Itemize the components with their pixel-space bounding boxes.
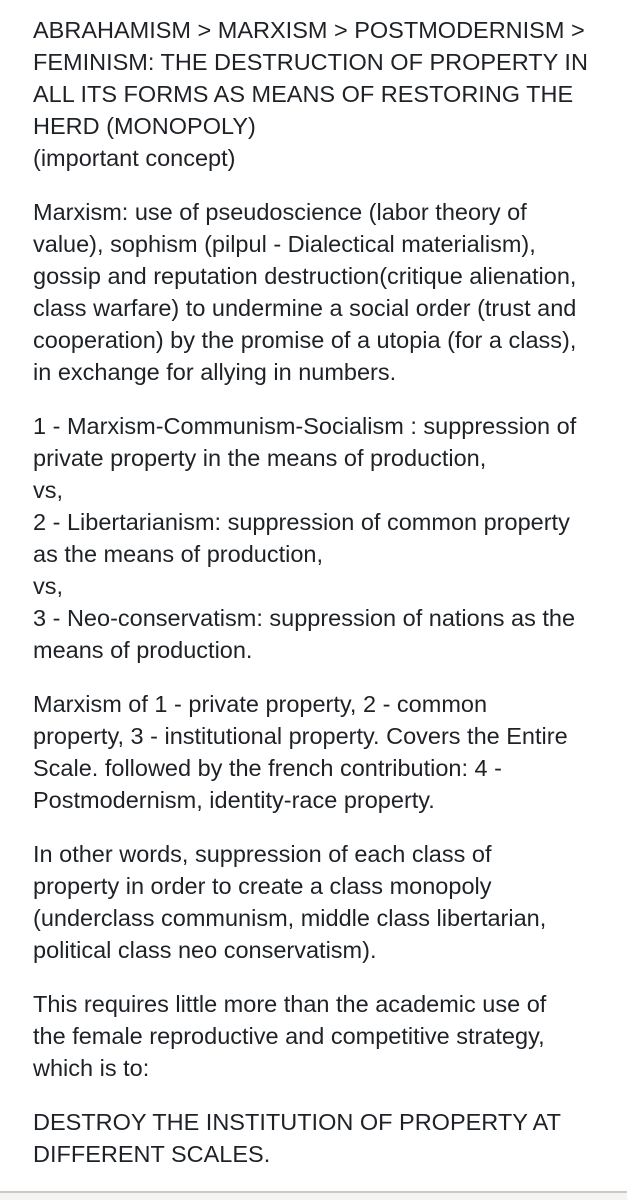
text-line: as the means of production, xyxy=(33,541,324,567)
text-line: HERD (MONOPOLY) xyxy=(33,113,256,139)
paragraph-conclusion xyxy=(33,1106,609,1170)
text-line: class warfare) to undermine a social order (trust and xyxy=(33,295,577,321)
text-line: vs, xyxy=(33,573,64,599)
text-line: in exchange for allying in numbers. xyxy=(33,359,397,385)
text-line: gossip and reputation destruction(critique alienation, xyxy=(33,263,577,289)
paragraph-requires xyxy=(33,988,609,1084)
below-divider-area xyxy=(0,1193,627,1200)
text-line: This requires little more than the academic use of xyxy=(33,991,547,1017)
text-line: Marxism: use of pseudoscience (labor theory of xyxy=(33,199,527,225)
text-line: property in order to create a class monopoly xyxy=(33,873,492,899)
text-line: (underclass communism, middle class libertarian, xyxy=(33,905,547,931)
text-line: 1 - Marxism-Communism-Socialism : suppression of xyxy=(33,413,577,439)
text-line: Postmodernism, identity-race property. xyxy=(33,787,435,813)
text-line: value), sophism (pilpul - Dialectical materialism), xyxy=(33,231,536,257)
text-line: 3 - Neo-conservatism: suppression of nations as the xyxy=(33,605,576,631)
text-line: private property in the means of production, xyxy=(33,445,487,471)
text-line: Marxism of 1 - private property, 2 - common xyxy=(33,691,488,717)
text-line: DIFFERENT SCALES. xyxy=(33,1141,271,1167)
text-line: political class neo conservatism). xyxy=(33,937,377,963)
text-line: ABRAHAMISM > MARXISM > POSTMODERNISM > xyxy=(33,17,585,43)
text-line: which is to: xyxy=(33,1055,150,1081)
paragraph-marxism-definition xyxy=(33,196,609,388)
text-line: FEMINISM: THE DESTRUCTION OF PROPERTY IN xyxy=(33,49,588,75)
text-line: DESTROY THE INSTITUTION OF PROPERTY AT xyxy=(33,1109,561,1135)
text-line: (important concept) xyxy=(33,145,236,171)
text-line: cooperation) by the promise of a utopia (for a class), xyxy=(33,327,577,353)
text-line: property, 3 - institutional property. Covers the Entire xyxy=(33,723,568,749)
text-line: means of production. xyxy=(33,637,253,663)
text-line: In other words, suppression of each class of xyxy=(33,841,492,867)
text-line: 2 - Libertarianism: suppression of common property xyxy=(33,509,570,535)
text-line: vs, xyxy=(33,477,64,503)
text-line: the female reproductive and competitive strategy, xyxy=(33,1023,545,1049)
paragraph-heading xyxy=(33,14,609,174)
paragraph-numbered-list xyxy=(33,410,609,666)
paragraph-marxism-scale xyxy=(33,688,609,816)
text-line: Scale. followed by the french contribution: 4 - xyxy=(33,755,502,781)
paragraph-in-other-words xyxy=(33,838,609,966)
text-line: ALL ITS FORMS AS MEANS OF RESTORING THE xyxy=(33,81,574,107)
